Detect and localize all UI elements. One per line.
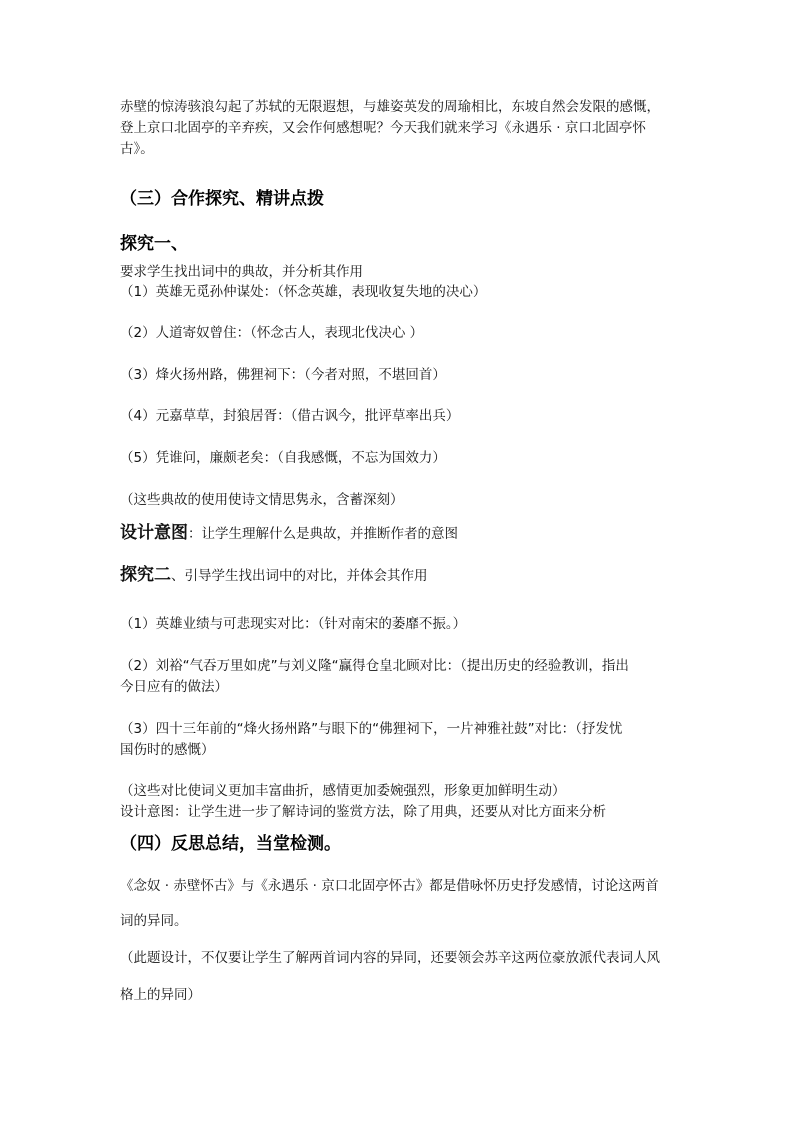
allusion-item: （2）人道寄奴曾住：（怀念古人，表现北伐决心 ） xyxy=(120,325,424,341)
section-3-title: （三）合作探究、精讲点拨 xyxy=(120,189,324,209)
allusion-item: （5）凭谁问，廉颇老矣：（自我感慨，不忘为国效力） xyxy=(120,450,446,466)
explore-1-task: 要求学生找出词中的典故，并分析其作用 xyxy=(120,264,363,280)
contrast-item: （2）刘裕“气吞万里如虎”与刘义隆“赢得仓皇北顾对比：（提出历史的经验教训，指出 xyxy=(120,658,629,674)
contrast-item: （1）英雄业绩与可悲现实对比：（针对南宋的萎靡不振。） xyxy=(120,616,467,632)
contrast-item-cont: 今日应有的做法） xyxy=(120,679,228,695)
intro-line-1: 赤壁的惊涛骇浪勾起了苏轼的无限遐想，与雄姿英发的周瑜相比，东坡自然会发限的感慨， xyxy=(120,99,660,115)
design-intent-label: 设计意图 xyxy=(120,523,188,543)
review-note-line-1: （此题设计，不仅要让学生了解两首词内容的异同，还要领会苏辛这两位豪放派代表词人风 xyxy=(120,950,660,966)
contrast-item-cont: 国伤时的感慨） xyxy=(120,742,215,758)
explore-1-heading: 探究一、 xyxy=(120,234,188,254)
section-4-title: （四）反思总结，当堂检测。 xyxy=(120,834,341,854)
review-question-line-2: 词的异同。 xyxy=(120,913,188,929)
explore-1-summary: （这些典故的使用使诗文情思隽永，含蓄深刻） xyxy=(120,492,404,508)
review-question-line-1: 《念奴 · 赤壁怀古》与《永遇乐 · 京口北固亭怀古》都是借咏怀历史抒发感情，讨论这两首 xyxy=(120,878,659,894)
intro-line-2: 登上京口北固亭的辛弃疾，又会作何感想呢？今天我们就来学习《永遇乐 · 京口北固亭怀 xyxy=(120,120,646,136)
allusion-item: （3）烽火扬州路，佛狸祠下：（今者对照，不堪回首） xyxy=(120,367,446,383)
review-note-line-2: 格上的异同） xyxy=(120,987,201,1003)
design-intent-text: ：让学生理解什么是典故，并推断作者的意图 xyxy=(188,526,458,542)
explore-2-task: 、引导学生找出词中的对比，并体会其作用 xyxy=(171,568,428,584)
allusion-item: （1）英雄无觅孙仲谋处：（怀念英雄，表现收复失地的决心） xyxy=(120,284,487,300)
explore-2-design-intent: 设计意图：让学生进一步了解诗词的鉴赏方法，除了用典，还要从对比方面来分析 xyxy=(120,804,606,820)
contrast-item: （3）四十三年前的“烽火扬州路”与眼下的“佛狸祠下，一片神雅社鼓”对比：（抒发忧 xyxy=(120,721,623,737)
allusion-item: （4）元嘉草草，封狼居胥：（借古讽今，批评草率出兵） xyxy=(120,408,460,424)
intro-line-3: 古》。 xyxy=(120,141,154,157)
explore-2-heading: 探究二 xyxy=(120,565,171,585)
explore-2-summary: （这些对比使词义更加丰富曲折，感情更加委婉强烈，形象更加鲜明生动） xyxy=(120,783,566,799)
explore-2-heading-line xyxy=(120,563,428,588)
explore-1-design-intent xyxy=(120,521,458,546)
